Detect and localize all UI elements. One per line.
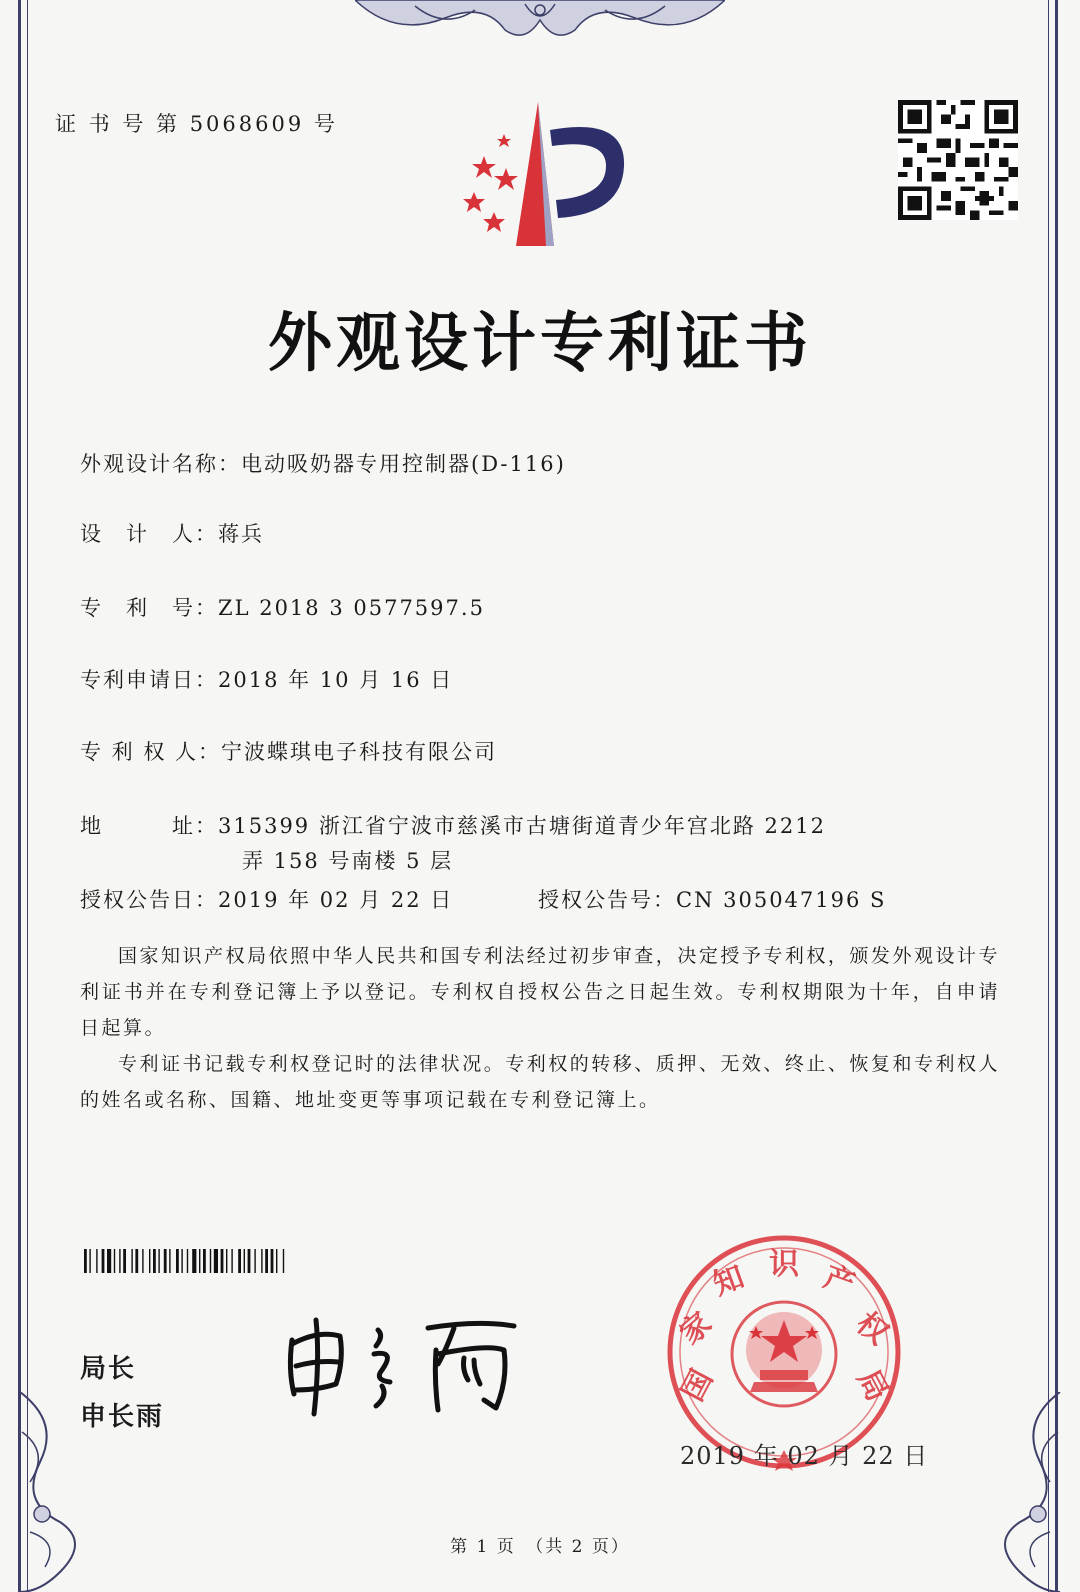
patentee-value: 宁波蝶琪电子科技有限公司	[221, 740, 498, 764]
design-name-label: 外观设计名称：	[80, 452, 241, 476]
barcode-bar	[231, 1249, 232, 1273]
barcode-bar	[244, 1249, 245, 1273]
patent-number-label: 专 利 号：	[80, 596, 218, 620]
grant-date-row	[80, 884, 453, 914]
designer-row	[80, 518, 264, 548]
designer-label: 设 计 人：	[80, 522, 218, 546]
page-indicator: 第 1 页 （共 2 页）	[450, 1537, 630, 1557]
barcode-bar	[96, 1249, 97, 1273]
address-label: 地 址：	[80, 814, 218, 838]
patentee-label: 专 利 权 人：	[80, 740, 222, 764]
bottom-right-ornament-icon	[990, 1392, 1080, 1592]
director-signature-icon	[278, 1310, 548, 1420]
barcode-bar	[131, 1249, 132, 1273]
address-value-line1: 315399 浙江省宁波市慈溪市古塘街道青少年宫北路 2212	[218, 814, 826, 838]
barcode-bar	[226, 1249, 227, 1273]
svg-text:局: 局	[849, 1364, 895, 1407]
patent-number-value: ZL 2018 3 0577597.5	[218, 596, 485, 620]
designer-value: 蒋兵	[218, 522, 264, 546]
barcode-bar	[142, 1249, 143, 1273]
barcode-bar	[153, 1249, 156, 1273]
grant-date-label: 授权公告日：	[80, 888, 218, 912]
barcode-bar	[135, 1249, 138, 1273]
seal-date: 2019 年 02 月 22 日	[680, 1442, 929, 1470]
address-row	[80, 810, 826, 840]
bottom-left-ornament-icon	[0, 1392, 90, 1592]
barcode-icon	[84, 1249, 390, 1273]
barcode-bar	[283, 1249, 284, 1273]
barcode-bar	[119, 1249, 120, 1273]
barcode-bar	[203, 1249, 206, 1273]
top-ornament-icon	[355, 0, 725, 42]
patentee-row	[80, 736, 497, 766]
barcode-bar	[123, 1249, 126, 1273]
barcode-bar	[114, 1249, 115, 1273]
barcode-bar	[84, 1249, 87, 1273]
director-name: 申长雨	[80, 1402, 165, 1432]
barcode-bar	[176, 1249, 179, 1273]
svg-text:识: 识	[769, 1247, 799, 1282]
filing-date-value: 2018 年 10 月 16 日	[218, 668, 454, 692]
design-name-value: 电动吸奶器专用控制器(D-116)	[241, 452, 566, 476]
barcode-bar	[187, 1249, 188, 1273]
filing-date-label: 专利申请日：	[80, 668, 218, 692]
barcode-bar	[210, 1249, 211, 1273]
barcode-bar	[199, 1249, 200, 1273]
grant-number-value: CN 305047196 S	[676, 888, 887, 912]
filing-date-row	[80, 664, 453, 694]
barcode-bar	[149, 1249, 150, 1273]
grant-number-row	[538, 884, 886, 914]
barcode-bar	[164, 1249, 167, 1273]
svg-text:家: 家	[673, 1305, 719, 1352]
paragraph-legal-status: 专利证书记载专利权登记时的法律状况。专利权的转移、质押、无效、终止、恢复和专利权人的姓名或名称、国籍、地址变更等事项记载在专利登记簿上。	[80, 1053, 1000, 1111]
barcode-bar	[276, 1249, 277, 1273]
paragraph-grant-statement: 国家知识产权局依照中华人民共和国专利法经过初步审查，决定授予专利权，颁发外观设计专利证书并在专利登记簿上予以登记。专利权自授权公告之日起生效。专利权期限为十年，自申请日起算。	[80, 945, 1000, 1039]
address-value-line2: 弄 158 号南楼 5 层	[242, 849, 454, 873]
barcode-bar	[248, 1249, 251, 1273]
svg-text:国: 国	[675, 1364, 721, 1407]
barcode-bar	[265, 1249, 268, 1273]
qr-code-icon	[898, 98, 1018, 222]
page-title: 外观设计专利证书	[268, 306, 812, 381]
barcode-bar	[254, 1249, 255, 1273]
barcode-bar	[221, 1249, 224, 1273]
barcode-bar	[192, 1249, 196, 1273]
barcode-bar	[261, 1249, 262, 1273]
barcode-bar	[238, 1249, 241, 1273]
barcode-bar	[89, 1249, 90, 1273]
barcode-bar	[107, 1249, 111, 1273]
grant-number-label: 授权公告号：	[538, 888, 676, 912]
svg-text:产: 产	[819, 1259, 860, 1303]
patent-number-row	[80, 592, 485, 622]
cnipa-emblem-icon	[446, 96, 626, 256]
barcode-bar	[102, 1249, 105, 1273]
grant-date-value: 2019 年 02 月 22 日	[218, 888, 454, 912]
design-name-row	[80, 448, 566, 478]
svg-text:权: 权	[849, 1305, 895, 1352]
certificate-number: 证 书 号 第 5068609 号	[55, 112, 338, 136]
director-title: 局长	[80, 1354, 137, 1384]
barcode-bar	[158, 1249, 159, 1273]
barcode-bar	[214, 1249, 218, 1273]
barcode-bar	[169, 1249, 170, 1273]
svg-text:知: 知	[708, 1259, 749, 1303]
barcode-bar	[271, 1249, 274, 1273]
barcode-bar	[181, 1249, 182, 1273]
